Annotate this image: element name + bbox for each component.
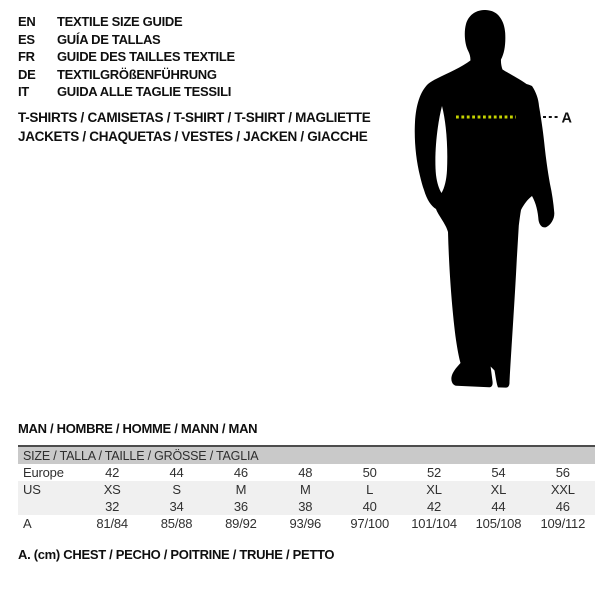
measure-label-a: A	[561, 110, 572, 127]
size-cell: S	[172, 482, 181, 497]
size-cell: 105/108	[475, 516, 522, 531]
language-code: DE	[18, 66, 36, 82]
size-cell: 93/96	[289, 516, 322, 531]
man-silhouette	[405, 0, 600, 400]
category-line-tshirts: T-SHIRTS / CAMISETAS / T-SHIRT / T-SHIRT / MAGLIETTE	[18, 110, 371, 125]
size-table-header: SIZE / TALLA / TAILLE / GRÖSSE / TAGLIA	[18, 446, 595, 464]
language-title: GUÍA DE TALLAS	[57, 31, 161, 47]
size-cell: 42	[427, 499, 442, 514]
category-line-jackets: JACKETS / CHAQUETAS / VESTES / JACKEN / GIACCHE	[18, 128, 368, 144]
size-cell: M	[235, 482, 247, 497]
size-row-label: Europe	[23, 465, 64, 480]
category-list	[18, 109, 370, 146]
language-title: GUIDA ALLE TAGLIE TESSILI	[57, 84, 232, 99]
size-cell: 101/104	[411, 516, 457, 531]
size-cell: 44	[491, 499, 506, 514]
size-cell: XL	[426, 482, 442, 497]
size-cell: 85/88	[160, 516, 193, 531]
size-cell: XL	[490, 482, 507, 497]
size-cell: 52	[427, 465, 442, 480]
size-table-header-row	[18, 446, 595, 464]
language-row	[18, 13, 235, 31]
size-cell: 89/92	[225, 516, 257, 531]
language-row	[18, 31, 235, 49]
size-table-row	[18, 481, 595, 498]
footnote-chest: A. (cm) CHEST / PECHO / POITRINE / TRUHE / PETTO	[18, 547, 335, 562]
size-cell: M	[299, 482, 311, 497]
language-code: ES	[18, 31, 35, 47]
language-code: EN	[18, 14, 36, 29]
language-list	[18, 13, 235, 101]
size-cell: XS	[103, 482, 121, 497]
size-cell: 54	[491, 465, 506, 480]
language-code: FR	[18, 49, 35, 64]
language-row	[18, 83, 235, 101]
size-cell: 38	[298, 499, 313, 514]
size-cell: 42	[105, 465, 120, 480]
size-cell: 44	[169, 465, 184, 480]
size-row-label: US	[23, 482, 41, 497]
language-row	[18, 66, 235, 84]
size-row-label	[18, 498, 80, 515]
size-cell: 50	[362, 465, 377, 480]
language-row	[18, 48, 235, 66]
size-cell: 36	[233, 499, 248, 514]
size-cell: 46	[555, 499, 570, 514]
size-cell: 32	[105, 499, 120, 514]
size-row-label: A	[23, 516, 32, 531]
size-cell: XXL	[550, 482, 575, 497]
size-cell: 40	[362, 499, 377, 514]
section-title-man: MAN / HOMBRE / HOMME / MANN / MAN	[18, 421, 258, 436]
size-table-row	[18, 464, 595, 481]
size-cell: L	[366, 482, 374, 497]
size-cell: 97/100	[350, 516, 389, 531]
language-code: IT	[18, 84, 29, 99]
size-cell: 109/112	[540, 516, 586, 531]
size-cell: 56	[555, 465, 570, 480]
size-cell: 34	[169, 499, 184, 514]
size-cell: 81/84	[96, 516, 128, 531]
size-cell: 48	[298, 465, 313, 480]
language-title: GUIDE DES TAILLES TEXTILE	[57, 49, 235, 64]
size-table	[18, 445, 595, 532]
size-table-row	[18, 515, 595, 532]
language-title: TEXTILE SIZE GUIDE	[57, 14, 183, 29]
language-title: TEXTILGRÖßENFÜHRUNG	[57, 66, 217, 82]
size-cell: 46	[233, 465, 248, 480]
man-silhouette-shape	[415, 10, 555, 388]
size-table-body	[18, 464, 595, 532]
size-table-row	[18, 498, 595, 515]
